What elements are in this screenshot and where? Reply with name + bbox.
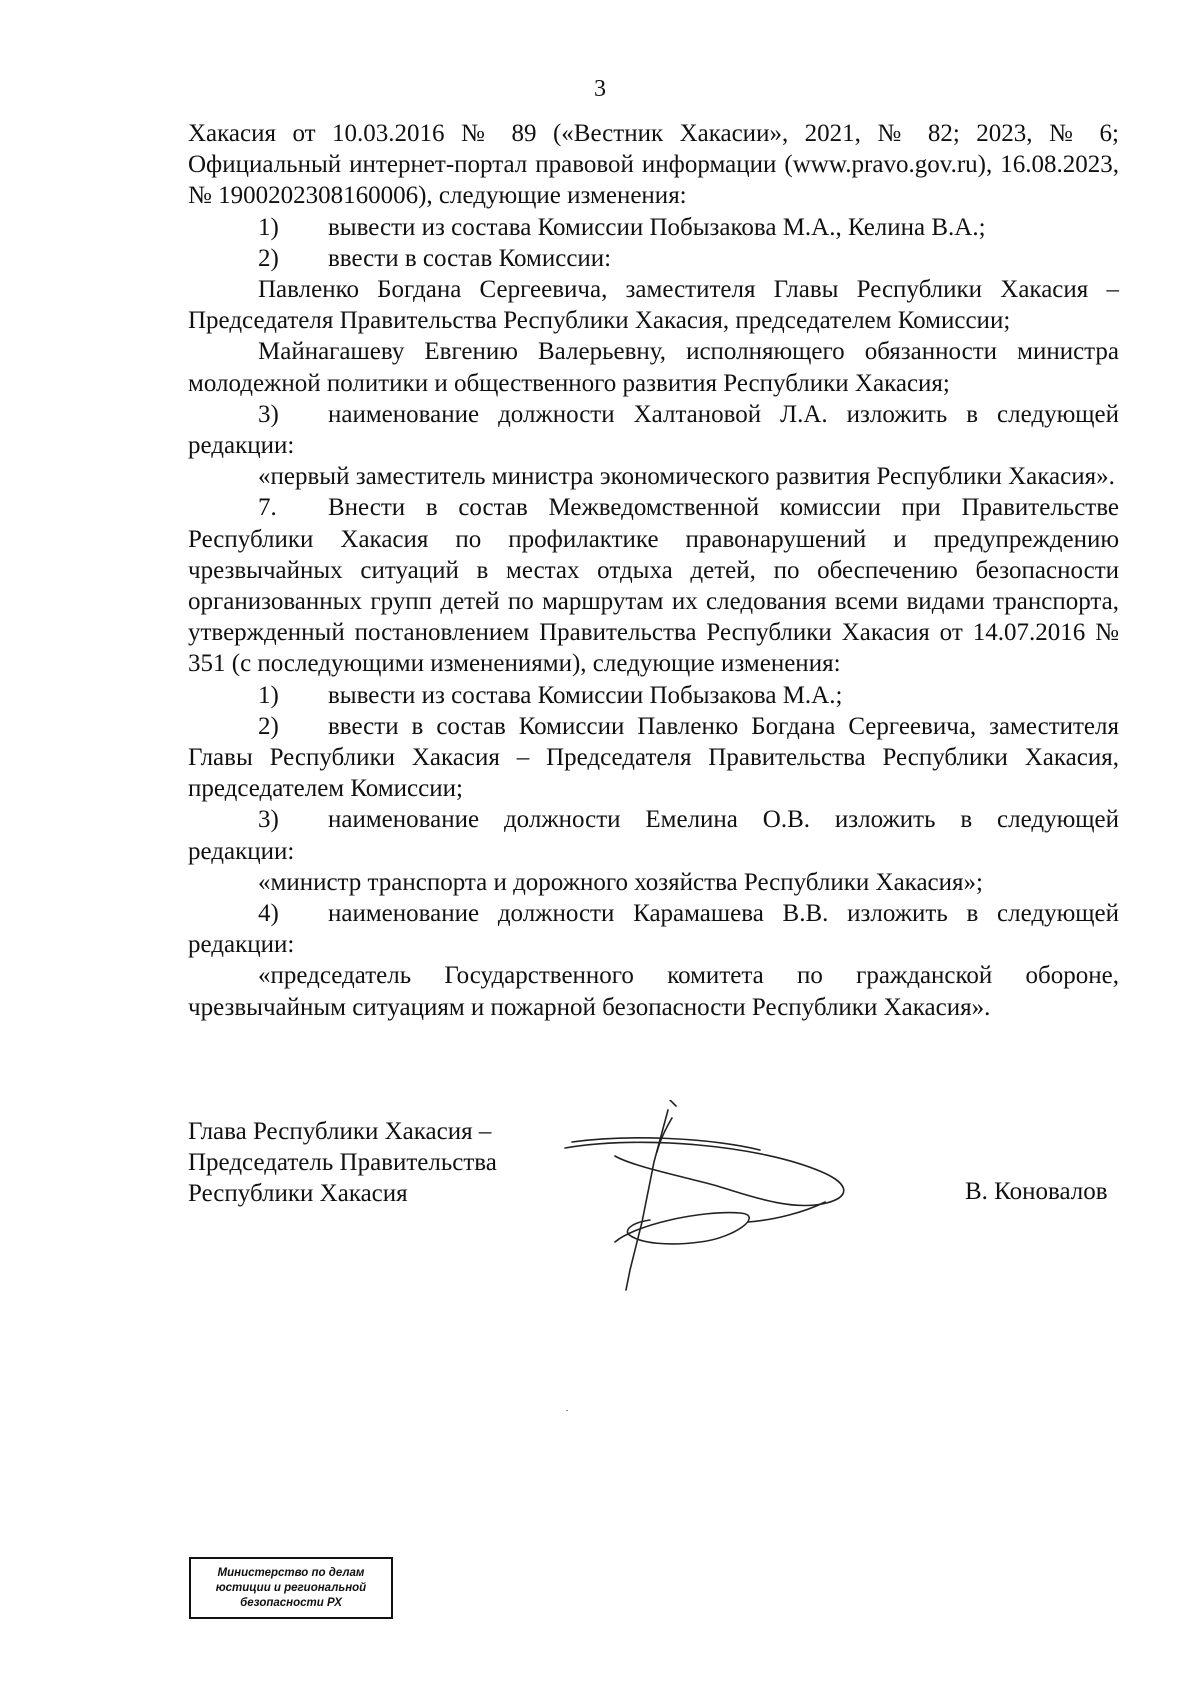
list-number: 4) xyxy=(258,900,279,928)
list-text: наименование должности Халтановой Л.А. изложить в следующей редакции: xyxy=(188,400,1119,460)
list-item xyxy=(188,212,1119,243)
list-item xyxy=(188,711,1119,805)
paragraph: «министр транспорта и дорожного хозяйства Республики Хакасия»; xyxy=(258,868,983,896)
list-number: 2) xyxy=(258,244,279,272)
list-item xyxy=(188,399,1119,461)
paragraph: Майнагашеву Евгению Валерьевну, исполняющего обязанности министра молодежной политики и общественного развития Республики Хакасия; xyxy=(188,338,1119,397)
signer-position-line: Глава Республики Хакасия – xyxy=(188,1118,492,1145)
list-number: 3) xyxy=(258,806,279,834)
stamp-line: безопасности РХ xyxy=(240,1596,342,1609)
list-item xyxy=(188,492,1119,679)
list-item xyxy=(188,804,1119,866)
paragraph: «председатель Государственного комитета по гражданской обороне, чрезвычайным ситуациям и пожарной безопасности Республики Хакасия». xyxy=(188,962,1119,1021)
list-text: вывести из состава Комиссии Побызакова М.А.; xyxy=(328,681,843,709)
list-number: 3) xyxy=(258,400,279,428)
paragraph: Павленко Богдана Сергеевича, заместителя Главы Республики Хакасия – Председателя Правительства Республики Хакасия, председателем Комиссии; xyxy=(188,276,1119,335)
signer-name: В. Коновалов xyxy=(965,1178,1108,1205)
list-item xyxy=(188,680,1119,711)
stamp-line: юстиции и региональной xyxy=(215,1581,367,1594)
page-number: 3 xyxy=(594,76,606,102)
signer-position-line: Председатель Правительства xyxy=(188,1149,497,1176)
signer-position-line: Республики Хакасия xyxy=(188,1180,408,1207)
paragraph: «первый заместитель министра экономического развития Республики Хакасия». xyxy=(258,463,1115,491)
signer-position xyxy=(188,1116,497,1209)
list-text: ввести в состав Комиссии Павленко Богдана Сергеевича, заместителя Главы Республики Хакасия – Председателя Правительства Республики Хакасия, председателем Комиссии; xyxy=(188,712,1119,803)
list-item xyxy=(188,243,1119,274)
list-number: 2) xyxy=(258,712,279,740)
list-number: 1) xyxy=(258,681,279,709)
list-text: наименование должности Карамашева В.В. изложить в следующей редакции: xyxy=(188,900,1119,959)
document-body xyxy=(188,118,1119,1023)
paragraph: Хакасия от 10.03.2016 № 89 («Вестник Хакасии», 2021, № 82; 2023, № 6; Официальный интернет-портал правовой информации (www.pravo.gov.ru), 16.08.2023, № 1900202308160006), следующие изменения: xyxy=(188,120,1119,210)
list-text: ввести в состав Комиссии: xyxy=(328,244,612,272)
ministry-stamp xyxy=(189,1557,393,1619)
scan-speck xyxy=(566,1410,568,1411)
list-number: 7. xyxy=(258,494,277,522)
list-text: Внести в состав Межведомственной комиссии при Правительстве Республики Хакасия по профилактике правонарушений и предупреждению чрезвычайных ситуаций в местах отдыха детей, по обеспечению безопасности организованных групп детей по маршрутам их следования всеми видами транспорта, утвержденный постановлением Правительства Республики Хакасия от 14.07.2016 № 351 (с последующими изменениями), следующие изменения: xyxy=(188,494,1119,678)
handwritten-signature xyxy=(560,1100,910,1300)
list-text: вывести из состава Комиссии Побызакова М.А., Келина В.А.; xyxy=(328,213,986,241)
list-number: 1) xyxy=(258,213,279,241)
list-text: наименование должности Емелина О.В. изложить в следующей редакции: xyxy=(188,806,1119,865)
list-item xyxy=(188,898,1119,960)
stamp-line: Министерство по делам xyxy=(217,1566,365,1579)
